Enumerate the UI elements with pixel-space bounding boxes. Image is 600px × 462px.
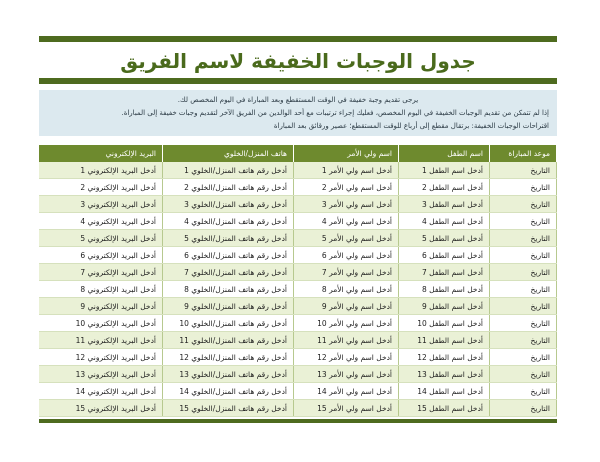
- cell-game-date[interactable]: التاريخ: [490, 196, 557, 213]
- table-row: [39, 196, 557, 213]
- cell-parent-name[interactable]: أدخل اسم ولي الأمر 15: [294, 400, 399, 417]
- cell-game-date[interactable]: التاريخ: [490, 247, 557, 264]
- cell-game-date[interactable]: التاريخ: [490, 162, 557, 179]
- cell-child-name[interactable]: أدخل اسم الطفل 3: [399, 196, 490, 213]
- cell-parent-name[interactable]: أدخل اسم ولي الأمر 14: [294, 383, 399, 400]
- table-row: [39, 298, 557, 315]
- title-rule-bottom: [39, 78, 557, 84]
- cell-child-name[interactable]: أدخل اسم الطفل 12: [399, 349, 490, 366]
- cell-email[interactable]: أدخل البريد الإلكتروني 12: [39, 349, 163, 366]
- table-row: [39, 162, 557, 179]
- cell-email[interactable]: أدخل البريد الإلكتروني 5: [39, 230, 163, 247]
- instruction-line-2: إذا لم تتمكن من تقديم الوجبات الخفيفة في اليوم المخصص، فعليك إجراء ترتيبات مع أحد الوالدين من الفريق الآخر لتقديم وجبات خفيفة إلى المباراة.: [121, 109, 549, 117]
- cell-child-name[interactable]: أدخل اسم الطفل 13: [399, 366, 490, 383]
- table-row: [39, 281, 557, 298]
- cell-game-date[interactable]: التاريخ: [490, 315, 557, 332]
- cell-phone[interactable]: أدخل رقم هاتف المنزل/الخلوي 9: [163, 298, 294, 315]
- cell-phone[interactable]: أدخل رقم هاتف المنزل/الخلوي 10: [163, 315, 294, 332]
- cell-game-date[interactable]: التاريخ: [490, 213, 557, 230]
- cell-parent-name[interactable]: أدخل اسم ولي الأمر 13: [294, 366, 399, 383]
- cell-child-name[interactable]: أدخل اسم الطفل 9: [399, 298, 490, 315]
- document-page: [39, 36, 557, 423]
- cell-phone[interactable]: أدخل رقم هاتف المنزل/الخلوي 5: [163, 230, 294, 247]
- cell-phone[interactable]: أدخل رقم هاتف المنزل/الخلوي 15: [163, 400, 294, 417]
- cell-phone[interactable]: أدخل رقم هاتف المنزل/الخلوي 7: [163, 264, 294, 281]
- instructions-box: [39, 90, 557, 136]
- cell-parent-name[interactable]: أدخل اسم ولي الأمر 3: [294, 196, 399, 213]
- snack-schedule-table: [39, 145, 557, 417]
- table-header-row: [39, 145, 557, 162]
- table-row: [39, 247, 557, 264]
- cell-phone[interactable]: أدخل رقم هاتف المنزل/الخلوي 12: [163, 349, 294, 366]
- table-row: [39, 315, 557, 332]
- cell-game-date[interactable]: التاريخ: [490, 230, 557, 247]
- cell-email[interactable]: أدخل البريد الإلكتروني 15: [39, 400, 163, 417]
- cell-phone[interactable]: أدخل رقم هاتف المنزل/الخلوي 2: [163, 179, 294, 196]
- page-title: جدول الوجبات الخفيفة لاسم الفريق: [120, 49, 476, 73]
- cell-email[interactable]: أدخل البريد الإلكتروني 8: [39, 281, 163, 298]
- cell-child-name[interactable]: أدخل اسم الطفل 10: [399, 315, 490, 332]
- table-row: [39, 349, 557, 366]
- cell-game-date[interactable]: التاريخ: [490, 281, 557, 298]
- cell-parent-name[interactable]: أدخل اسم ولي الأمر 1: [294, 162, 399, 179]
- cell-parent-name[interactable]: أدخل اسم ولي الأمر 5: [294, 230, 399, 247]
- cell-parent-name[interactable]: أدخل اسم ولي الأمر 11: [294, 332, 399, 349]
- cell-child-name[interactable]: أدخل اسم الطفل 5: [399, 230, 490, 247]
- cell-parent-name[interactable]: أدخل اسم ولي الأمر 9: [294, 298, 399, 315]
- cell-phone[interactable]: أدخل رقم هاتف المنزل/الخلوي 1: [163, 162, 294, 179]
- cell-phone[interactable]: أدخل رقم هاتف المنزل/الخلوي 6: [163, 247, 294, 264]
- cell-child-name[interactable]: أدخل اسم الطفل 7: [399, 264, 490, 281]
- cell-phone[interactable]: أدخل رقم هاتف المنزل/الخلوي 8: [163, 281, 294, 298]
- cell-child-name[interactable]: أدخل اسم الطفل 2: [399, 179, 490, 196]
- cell-email[interactable]: أدخل البريد الإلكتروني 10: [39, 315, 163, 332]
- table-row: [39, 179, 557, 196]
- cell-email[interactable]: أدخل البريد الإلكتروني 1: [39, 162, 163, 179]
- cell-game-date[interactable]: التاريخ: [490, 298, 557, 315]
- table-row: [39, 264, 557, 281]
- table-row: [39, 383, 557, 400]
- table-body: [39, 162, 557, 417]
- header-parent-name: اسم ولي الأمر: [294, 145, 399, 162]
- cell-email[interactable]: أدخل البريد الإلكتروني 9: [39, 298, 163, 315]
- cell-game-date[interactable]: التاريخ: [490, 179, 557, 196]
- table-row: [39, 332, 557, 349]
- cell-email[interactable]: أدخل البريد الإلكتروني 4: [39, 213, 163, 230]
- cell-game-date[interactable]: التاريخ: [490, 366, 557, 383]
- cell-game-date[interactable]: التاريخ: [490, 349, 557, 366]
- cell-email[interactable]: أدخل البريد الإلكتروني 3: [39, 196, 163, 213]
- cell-game-date[interactable]: التاريخ: [490, 264, 557, 281]
- cell-child-name[interactable]: أدخل اسم الطفل 8: [399, 281, 490, 298]
- cell-email[interactable]: أدخل البريد الإلكتروني 13: [39, 366, 163, 383]
- table-row: [39, 230, 557, 247]
- cell-phone[interactable]: أدخل رقم هاتف المنزل/الخلوي 13: [163, 366, 294, 383]
- instruction-line-1: يرجى تقديم وجبة خفيفة في الوقت المستقطع وبعد المباراة في اليوم المخصص لك.: [177, 96, 419, 104]
- instruction-line-3: اقتراحات الوجبات الخفيفة: برتقال مقطع إلى أرباع للوقت المستقطع؛ عصير ورقائق بعد المباراة: [273, 122, 549, 130]
- cell-email[interactable]: أدخل البريد الإلكتروني 7: [39, 264, 163, 281]
- cell-phone[interactable]: أدخل رقم هاتف المنزل/الخلوي 14: [163, 383, 294, 400]
- cell-child-name[interactable]: أدخل اسم الطفل 11: [399, 332, 490, 349]
- table-row: [39, 213, 557, 230]
- cell-parent-name[interactable]: أدخل اسم ولي الأمر 8: [294, 281, 399, 298]
- cell-child-name[interactable]: أدخل اسم الطفل 6: [399, 247, 490, 264]
- cell-parent-name[interactable]: أدخل اسم ولي الأمر 12: [294, 349, 399, 366]
- cell-phone[interactable]: أدخل رقم هاتف المنزل/الخلوي 11: [163, 332, 294, 349]
- header-phone: هاتف المنزل/الخلوي: [163, 145, 294, 162]
- cell-phone[interactable]: أدخل رقم هاتف المنزل/الخلوي 3: [163, 196, 294, 213]
- header-game-date: موعد المباراة: [490, 145, 557, 162]
- table-rule-bottom: [39, 419, 557, 423]
- cell-game-date[interactable]: التاريخ: [490, 383, 557, 400]
- cell-email[interactable]: أدخل البريد الإلكتروني 6: [39, 247, 163, 264]
- cell-parent-name[interactable]: أدخل اسم ولي الأمر 2: [294, 179, 399, 196]
- cell-game-date[interactable]: التاريخ: [490, 332, 557, 349]
- table-row: [39, 400, 557, 417]
- cell-parent-name[interactable]: أدخل اسم ولي الأمر 10: [294, 315, 399, 332]
- cell-parent-name[interactable]: أدخل اسم ولي الأمر 6: [294, 247, 399, 264]
- header-child-name: اسم الطفل: [399, 145, 490, 162]
- cell-email[interactable]: أدخل البريد الإلكتروني 14: [39, 383, 163, 400]
- cell-child-name[interactable]: أدخل اسم الطفل 14: [399, 383, 490, 400]
- title-rule-top: [39, 36, 557, 42]
- table-row: [39, 366, 557, 383]
- cell-child-name[interactable]: أدخل اسم الطفل 1: [399, 162, 490, 179]
- cell-parent-name[interactable]: أدخل اسم ولي الأمر 7: [294, 264, 399, 281]
- cell-child-name[interactable]: أدخل اسم الطفل 4: [399, 213, 490, 230]
- cell-game-date[interactable]: التاريخ: [490, 400, 557, 417]
- cell-child-name[interactable]: أدخل اسم الطفل 15: [399, 400, 490, 417]
- cell-email[interactable]: أدخل البريد الإلكتروني 2: [39, 179, 163, 196]
- header-email: البريد الإلكتروني: [39, 145, 163, 162]
- cell-phone[interactable]: أدخل رقم هاتف المنزل/الخلوي 4: [163, 213, 294, 230]
- cell-email[interactable]: أدخل البريد الإلكتروني 11: [39, 332, 163, 349]
- cell-parent-name[interactable]: أدخل اسم ولي الأمر 4: [294, 213, 399, 230]
